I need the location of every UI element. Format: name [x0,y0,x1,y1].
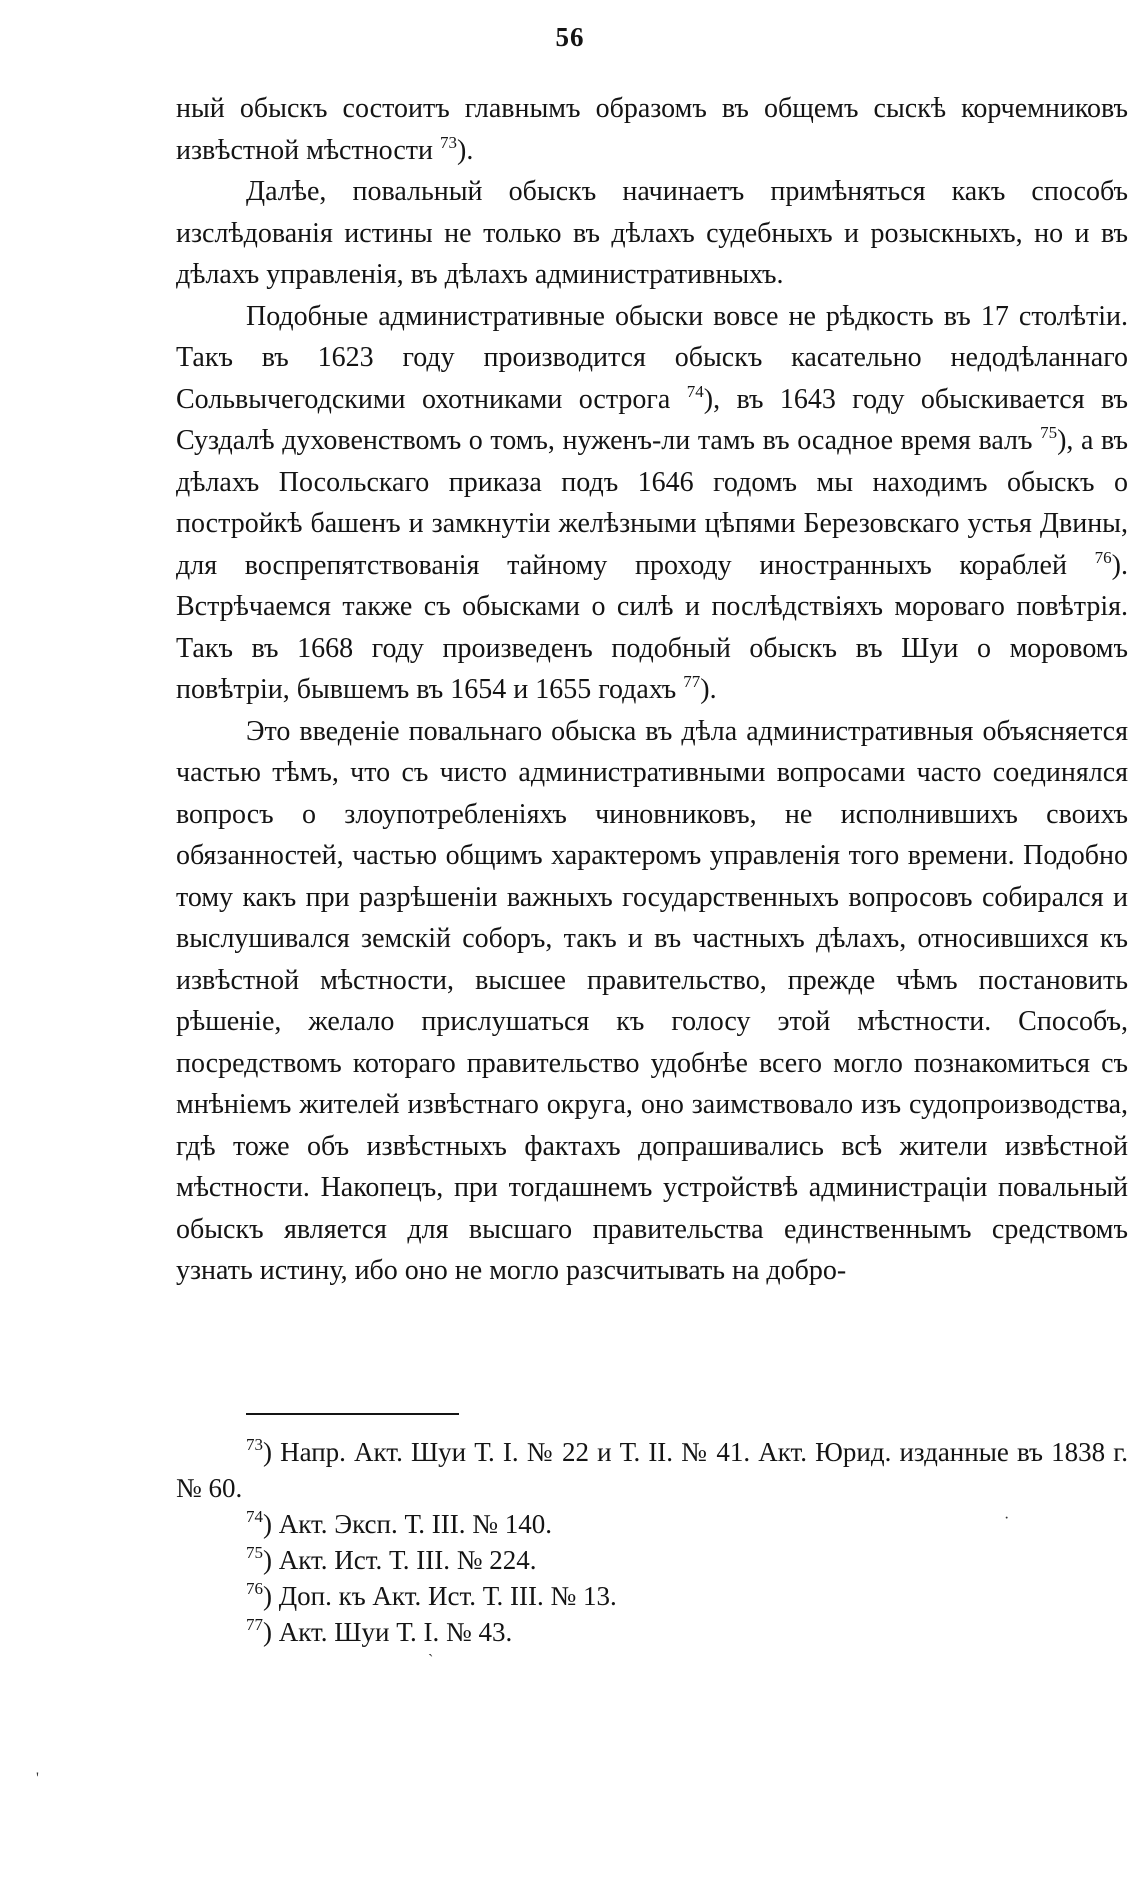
paragraph [176,171,1128,296]
text-run: ный обыскъ состоитъ главнымъ образомъ въ общемъ сыскѣ корчемниковъ извѣстной мѣстности [176,93,1128,166]
footnote-divider [246,1413,459,1415]
scan-speck: · [1004,1510,1010,1527]
paragraph [176,711,1128,1292]
footnote [176,1434,1128,1506]
footnote-ref: 77 [683,672,701,691]
footnote-text: ) Акт. Эксп. Т. III. № 140. [263,1509,552,1539]
text-run: ). [457,134,474,166]
footnote-number: 77 [246,1615,263,1634]
text-run: ). [700,674,717,705]
footnotes [176,1434,1128,1650]
footnote-number: 74 [246,1507,263,1526]
text-run: Подобные административные обыски вовсе не рѣдкость въ 17 столѣтіи. Такъ въ 1623 году производится обыскъ касательно недодѣланнаго Сольвычегодскими охотниками острога [176,300,1128,415]
footnote-ref: 74 [686,381,704,401]
footnote-number: 76 [246,1579,263,1598]
footnote-ref: 75 [1040,423,1058,442]
paragraph [176,88,1128,171]
footnote-number: 75 [246,1543,263,1562]
footnote [176,1542,1128,1578]
paragraph [176,296,1128,711]
footnote-number: 73 [246,1435,263,1454]
text-run: ), а въ дѣлахъ Посольскаго приказа подъ 1646 годомъ мы находимъ обыскъ о постройкѣ башенъ и замкнутіи желѣзными цѣпями Березовскаго устья Двины, для воспрепятствованія тайному проходу иностранныхъ кораблей [176,425,1128,581]
main-text [176,88,1128,1292]
page-number: 56 [555,22,585,52]
text-run: Это введеніе повальнаго обыска въ дѣла административныя объясняется частью тѣмъ, что съ чисто административными вопросами часто соединялся вопросъ о злоупотребленіяхъ чиновниковъ, не исполнившихъ своихъ обязанностей, частью общимъ характеромъ управленія того времени. Подобно тому какъ при разрѣшеніи важныхъ государственныхъ вопросовъ собирался и выслушивался земскій соборъ, такъ и въ частныхъ дѣлахъ, относившихся къ извѣстной мѣстности, высшее правительство, прежде чѣмъ постановить рѣшеніе, желало прислушаться къ голосу этой мѣстности. Способъ, посредствомъ котораго правительство удобнѣе всего могло познакомиться съ мнѣніемъ жителей извѣстнаго округа, оно заимствовало изъ судопроизводства, гдѣ тоже объ извѣстныхъ фактахъ допрашивались всѣ жители извѣстной мѣстности. Накопецъ, при тогдашнемъ устройствѣ администраціи повальный обыскъ является для высшаго правительства единственнымъ средствомъ узнать истину, ибо оно не могло разсчитывать на добро- [176,715,1128,1286]
footnote-text: ) Акт. Ист. Т. III. № 224. [263,1545,537,1575]
footnote-text: ) Акт. Шуи Т. I. № 43. [263,1617,513,1647]
scan-speck: ' [36,1770,39,1787]
footnote-text: ) Доп. къ Акт. Ист. Т. III. № 13. [263,1581,617,1611]
footnote [176,1614,1128,1650]
footnote [176,1506,1128,1542]
footnote-ref: 76 [1094,547,1112,567]
text-run: ), въ 1643 году обыскивается въ Суздалѣ духовенствомъ о томъ, нуженъ-ли тамъ въ осадное время валъ [176,383,1128,456]
text-run: Далѣе, повальный обыскъ начинаетъ примѣняться какъ способъ изслѣдованія истины не только въ дѣлахъ судебныхъ и розыскныхъ, но и въ дѣлахъ управленія, въ дѣлахъ административныхъ. [176,176,1128,290]
footnote-ref: 73 [440,132,458,152]
scan-speck: ` [428,1652,434,1669]
footnote [176,1578,1128,1614]
footnote-text: ) Напр. Акт. Шуи Т. I. № 22 и Т. II. № 41. Акт. Юрид. изданные въ 1838 г. № 60. [176,1437,1128,1503]
text-run: ). Встрѣчаемся также съ обысками о силѣ и послѣдствіяхъ моровагo повѣтрія. Такъ въ 1668 году произведенъ подобный обыскъ въ Шуи о моровомъ повѣтріи, бывшемъ въ 1654 и 1655 годахъ [176,549,1128,705]
